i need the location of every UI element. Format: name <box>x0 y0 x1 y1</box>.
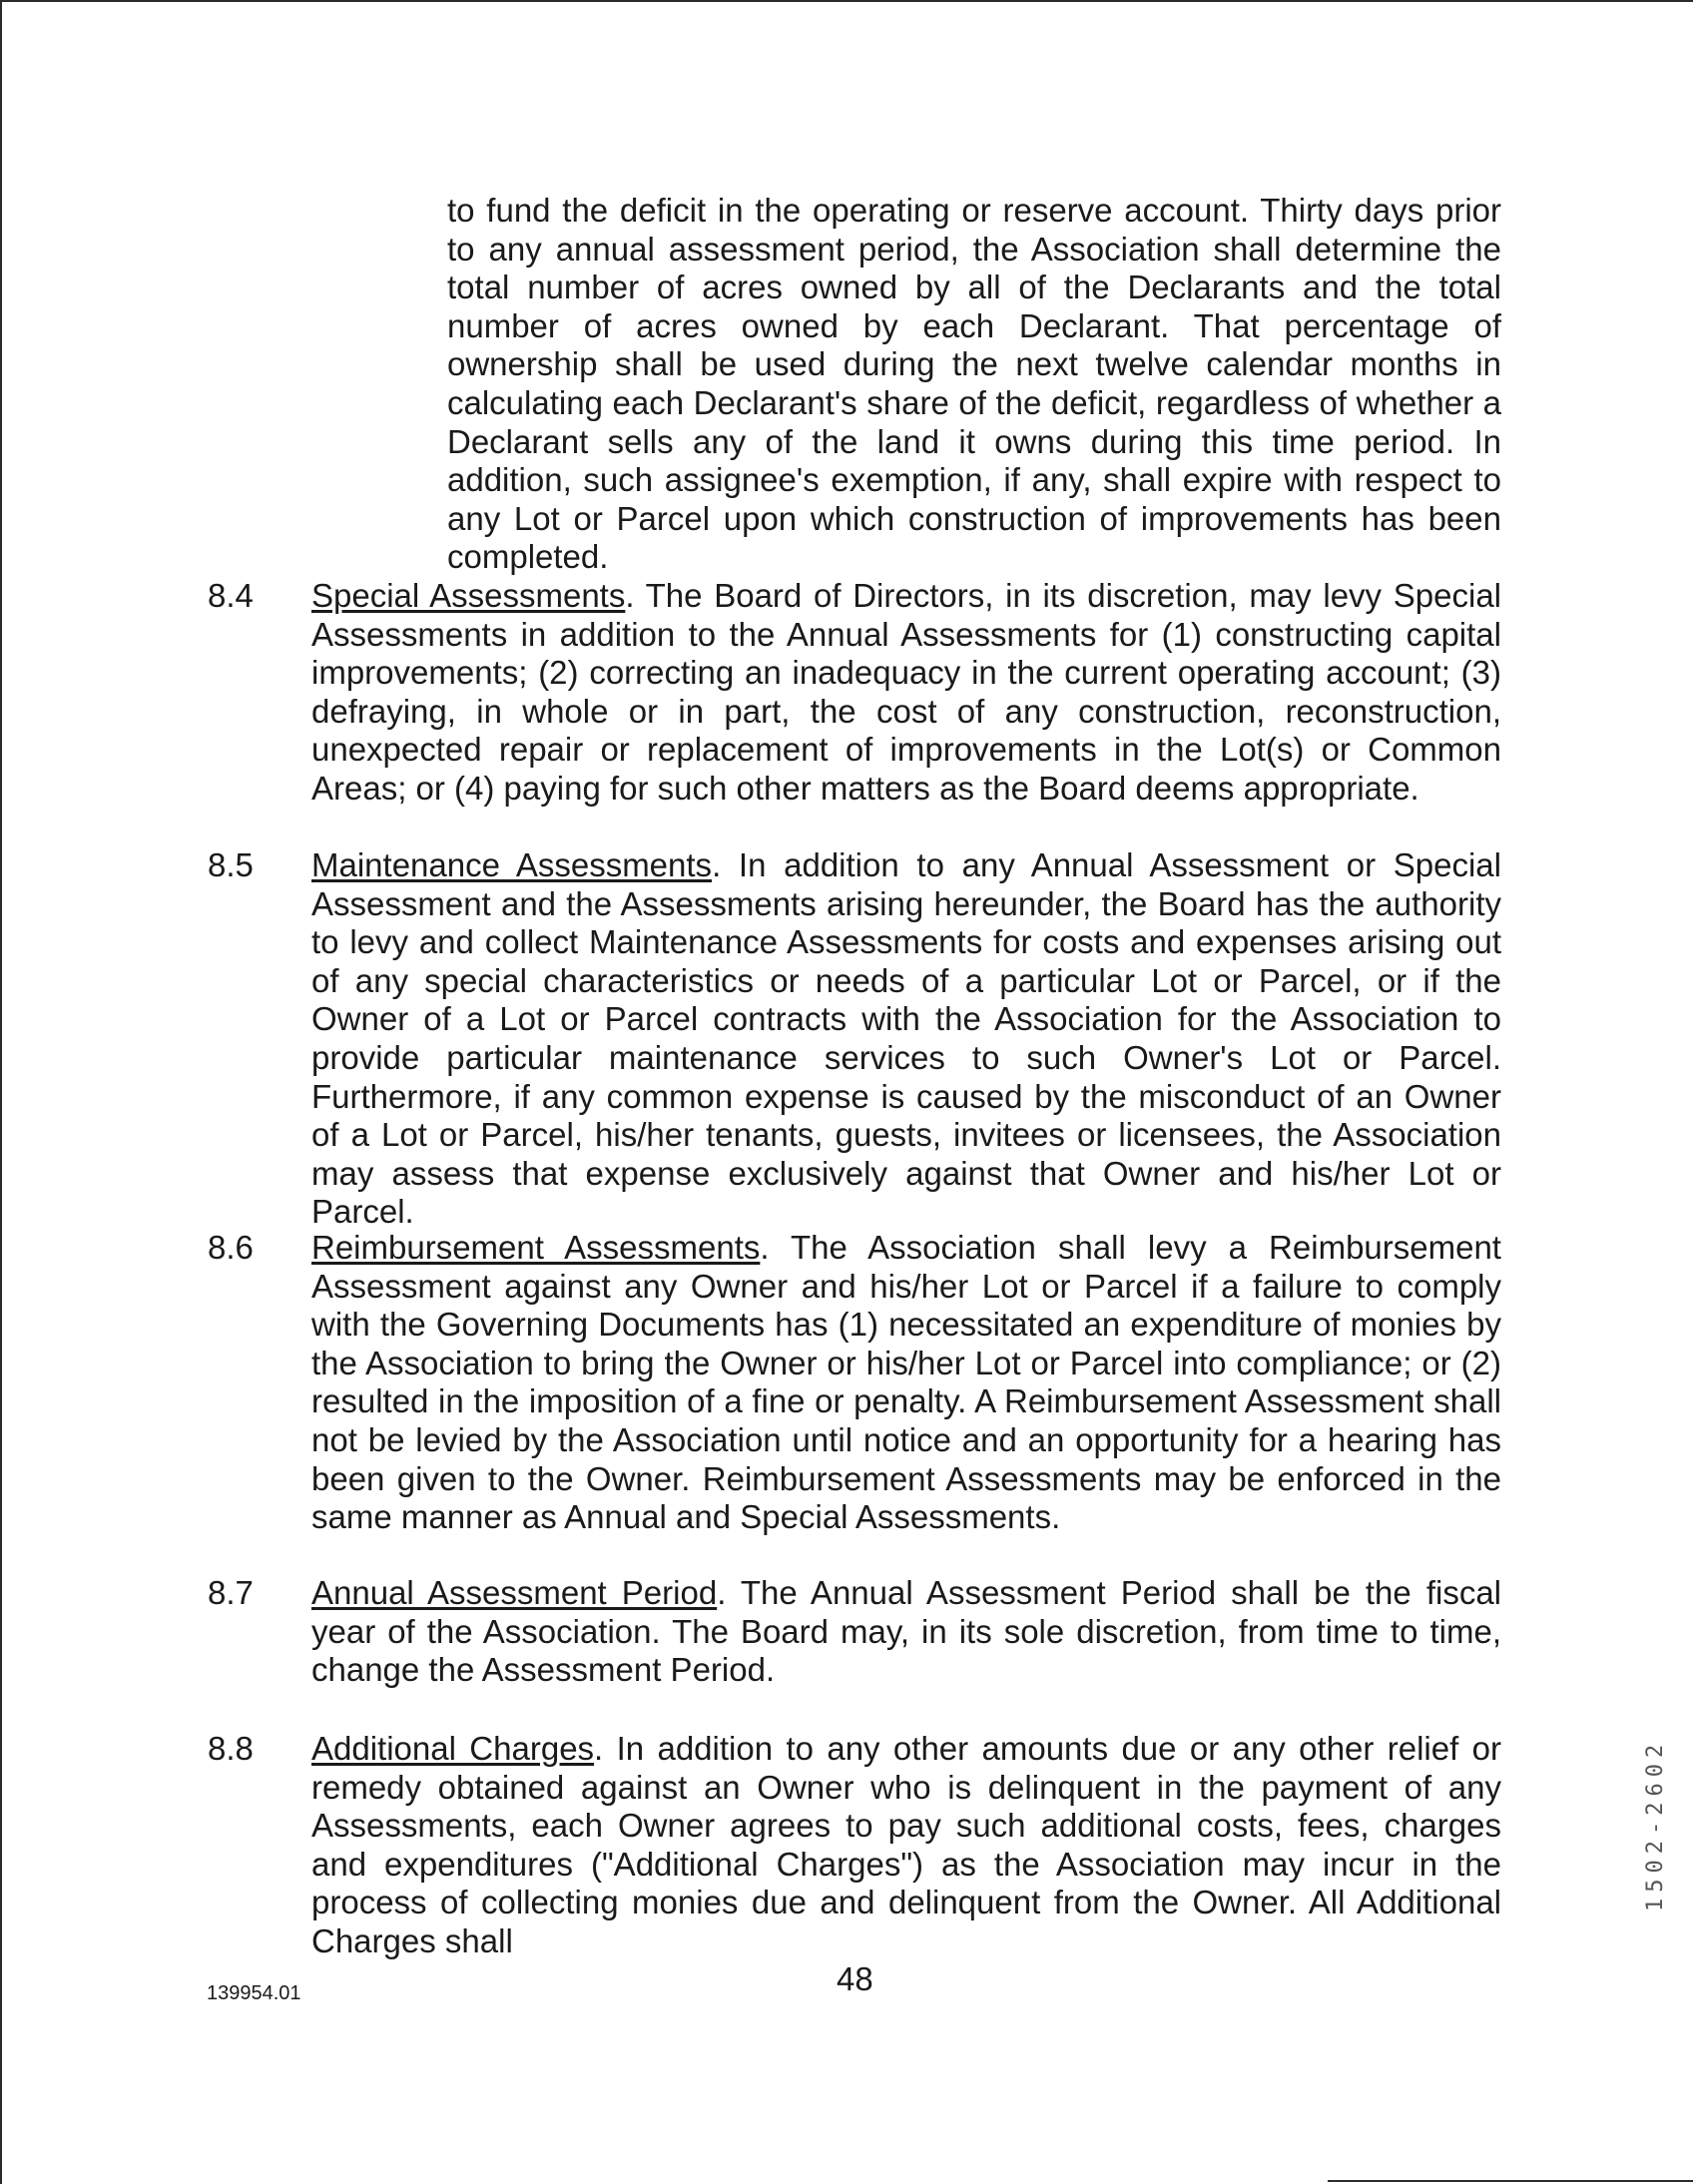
continued-paragraph: to fund the deficit in the operating or reserve account. Thirty days prior to any annual assessment period, the Association shall determine the total number of acres owned by all of the Declarants and the total number of acres owned by each Declarant. That percentage of ownership shall be used during the next twelve calendar months in calculating each Declarant's share of the deficit, regardless of whether a Declarant sells any of the land it owns during this time period. In addition, such assignee's exemption, if any, shall expire with respect to any Lot or Parcel upon which construction of improvements has been completed. <box>447 192 1501 576</box>
section-heading: Annual Assessment Period <box>311 1574 718 1611</box>
section-number: 8.4 <box>208 577 254 614</box>
page-number: 48 <box>837 1960 873 1997</box>
section-8-8 <box>208 1730 1501 1961</box>
section-number: 8.6 <box>208 1229 254 1266</box>
section-text: . The Annual Assessment Period shall be the fiscal year of the Association. The Board may, in its sole discretion, from time to time, change the Assessment Period. <box>311 1574 1501 1689</box>
section-8-6 <box>208 1229 1501 1537</box>
scan-edge-bottom <box>1328 2180 1693 2182</box>
section-8-7 <box>208 1574 1501 1690</box>
section-body <box>311 1730 1501 1961</box>
side-stamp <box>1643 1572 1667 1911</box>
section-heading: Additional Charges <box>311 1730 595 1767</box>
section-8-5 <box>208 846 1501 1232</box>
document-id: 139954.01 <box>207 1982 301 2004</box>
scan-edge-top <box>0 0 1693 2</box>
section-heading: Special Assessments <box>311 577 626 614</box>
section-number: 8.8 <box>208 1730 254 1767</box>
section-heading: Maintenance Assessments <box>311 846 713 883</box>
section-text: . In addition to any other amounts due or any other relief or remedy obtained against an Owner who is delinquent in the payment of any Assessments, each Owner agrees to pay such additional costs, fees, charges and expenditures ("Additional Charges") as the Association may incur in the process of collecting monies due and delinquent from the Owner. All Additional Charges shall <box>311 1730 1501 1959</box>
section-text: . The Board of Directors, in its discretion, may levy Special Assessments in addition to the Annual Assessments for (1) constructing capital improvements; (2) correcting an inadequacy in the current operating account; (3) defraying, in whole or in part, the cost of any construction, reconstruction, unexpected repair or replacement of improvements in the Lot(s) or Common Areas; or (4) paying for such other matters as the Board deems appropriate. <box>311 577 1502 807</box>
section-body <box>311 1574 1501 1690</box>
section-heading: Reimbursement Assessments <box>311 1229 761 1266</box>
section-body <box>311 1229 1501 1537</box>
section-8-4 <box>208 577 1501 809</box>
section-body <box>311 577 1501 809</box>
section-text: . The Association shall levy a Reimbursement Assessment against any Owner and his/her Lot or Parcel if a failure to comply with the Governing Documents has (1) necessitated an expenditure of monies by the Association to bring the Owner or his/her Lot or Parcel into compliance; or (2) resulted in the imposition of a fine or penalty. A Reimbursement Assessment shall not be levied by the Association until notice and an opportunity for a hearing has been given to the Owner. Reimbursement Assessments may be enforced in the same manner as Annual and Special Assessments. <box>311 1229 1501 1536</box>
section-number: 8.5 <box>208 846 254 883</box>
scan-edge-left <box>0 0 2 2184</box>
section-text: . In addition to any Annual Assessment or Special Assessment and the Assessments arising hereunder, the Board has the authority to levy and collect Maintenance Assessments for costs and expenses arising out of any special characteristics or needs of a particular Lot or Parcel, or if the Owner of a Lot or Parcel contracts with the Association for the Association to provide particular maintenance services to such Owner's Lot or Parcel. Furthermore, if any common expense is caused by the misconduct of an Owner of a Lot or Parcel, his/her tenants, guests, invitees or licensees, the Association may assess that expense exclusively against that Owner and his/her Lot or Parcel. <box>311 846 1501 1231</box>
section-number: 8.7 <box>208 1574 254 1611</box>
side-stamp-text: 1502-2602 <box>1643 1738 1668 1911</box>
section-body <box>311 846 1501 1232</box>
